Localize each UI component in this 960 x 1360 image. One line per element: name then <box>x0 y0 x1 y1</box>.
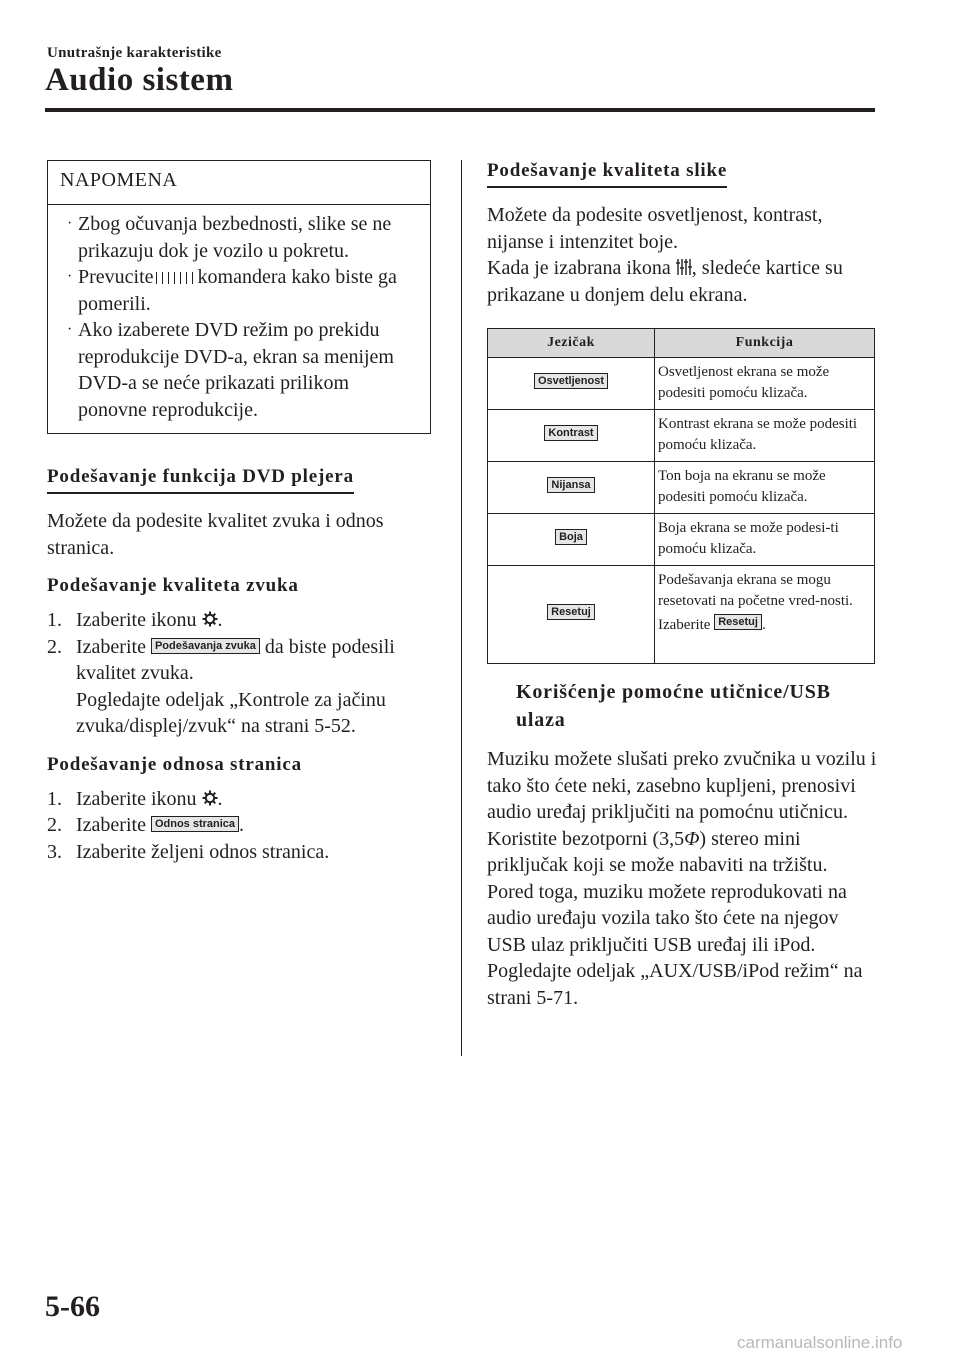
usb-paragraph: Muziku možete slušati preko zvučnika u vozilu i tako što ćete neki, zasebno kupljeni, prenosivi audio uređaj priključiti na pomoćnu utičnicu. <box>487 748 877 823</box>
table-row <box>488 410 875 462</box>
intro-text: Kada je izabrana ikona <box>487 257 671 279</box>
note-body <box>48 205 430 433</box>
usb-paragraph <box>487 826 877 879</box>
note-item-text: Ako izaberete DVD režim po prekidu reprodukcije DVD-a, ekran sa menijem DVD-a se neće prikazati prilikom ponovne reprodukcije. <box>78 319 394 421</box>
note-item-text: komandera kako biste ga pomerili. <box>78 266 397 315</box>
gear-icon <box>202 611 218 627</box>
step-text: . <box>217 787 223 810</box>
table-cell <box>488 566 655 664</box>
diameter-symbol: Φ <box>684 827 700 850</box>
image-adjust-icon <box>676 258 692 276</box>
bullet-icon: · <box>67 268 73 285</box>
page-title: Audio sistem <box>45 62 234 98</box>
note-item-text: Prevucite <box>78 266 154 288</box>
function-text <box>658 614 870 636</box>
gear-icon <box>202 790 218 806</box>
step-number: 1. <box>47 609 62 631</box>
step-number: 1. <box>47 787 62 810</box>
table-row <box>488 358 875 410</box>
reset-tab-button: Resetuj <box>547 604 595 620</box>
steps-list <box>47 786 431 866</box>
sound-settings-button: Podešavanja zvuka <box>151 638 260 654</box>
watermark: carmanualsonline.info <box>737 1333 903 1352</box>
note-box <box>47 160 431 434</box>
reset-button: Resetuj <box>714 614 762 630</box>
function-text-part: . <box>761 617 766 633</box>
subsection-heading: Podešavanje odnosa stranica <box>47 753 302 775</box>
page-number: 5-66 <box>45 1290 100 1323</box>
aspect-ratio-button: Odnos stranica <box>151 816 239 832</box>
right-column <box>487 160 877 1011</box>
step-number: 2. <box>47 635 62 658</box>
table-header-row <box>488 329 875 358</box>
table-cell: Boja ekrana se može podesi-ti pomoću klizača. <box>655 514 875 566</box>
table-row <box>488 514 875 566</box>
table-cell <box>488 358 655 410</box>
step-text: Izaberite <box>76 814 146 836</box>
usb-text: ) stereo mini priključak koji se može nabaviti na tržištu. <box>487 827 828 876</box>
step-text: Izaberite ikonu <box>76 609 197 631</box>
subsection-heading: Korišćenje pomoćne utičnice/USB ulaza <box>516 681 831 731</box>
step-note-text: Pogledajte odeljak „Kontrole za jačinu zvuka/displej/zvuk“ na strani 5-52. <box>76 688 386 737</box>
step-item <box>47 812 431 839</box>
step-text: Izaberite ikonu <box>76 787 197 810</box>
table-row <box>488 462 875 514</box>
usb-paragraph: Pored toga, muziku možete reprodukovati na audio uređaju vozila tako što ćete na njegov USB ulaz priključiti USB uređaj ili iPod. <box>487 880 847 956</box>
brightness-tab-button: Osvetljenost <box>534 373 608 389</box>
table-cell <box>488 462 655 514</box>
note-item-text: Zbog očuvanja bezbednosti, slike se ne prikazuju dok je vozilo u pokretu. <box>78 213 392 262</box>
color-tab-button: Boja <box>555 529 587 545</box>
step-item <box>47 839 431 866</box>
step-text: da biste podesili kvalitet zvuka. <box>76 635 395 684</box>
usb-paragraph: Pogledajte odeljak „AUX/USB/iPod režim“ na strani 5-71. <box>487 960 863 1009</box>
note-title: NAPOMENA <box>48 161 430 205</box>
table-cell: Ton boja na ekranu se može podesiti pomoću klizača. <box>655 462 875 514</box>
table-cell <box>655 566 875 664</box>
step-item <box>47 634 431 687</box>
contrast-tab-button: Kontrast <box>544 425 597 441</box>
dvd-section <box>47 466 431 865</box>
section-intro: Možete da podesite kvalitet zvuka i odnos stranica. <box>47 510 384 559</box>
step-note <box>47 687 431 740</box>
section-intro: Možete da podesite osvetljenost, kontrast, nijanse i intenzitet boje. <box>487 204 823 253</box>
table-cell: Kontrast ekrana se može podesiti pomoću klizača. <box>655 410 875 462</box>
step-text: . <box>239 814 245 836</box>
note-item <box>60 264 418 317</box>
tint-tab-button: Nijansa <box>547 477 594 493</box>
usb-text: Koristite bezotporni (3,5 <box>487 827 685 850</box>
chapter-label: Unutrašnje karakteristike <box>47 45 222 61</box>
step-number: 2. <box>47 814 62 836</box>
step-text: Izaberite željeni odnos stranica. <box>76 840 330 863</box>
function-text-part: Izaberite <box>658 617 711 633</box>
note-item <box>60 317 418 423</box>
tabs-table <box>487 328 875 664</box>
bullet-icon: · <box>67 215 73 232</box>
table-header: Funkcija <box>655 329 875 358</box>
step-number: 3. <box>47 840 62 863</box>
function-text: Podešavanja ekrana se mogu resetovati na početne vred-nosti. <box>658 572 853 609</box>
section-heading: Podešavanje kvaliteta slike <box>487 160 727 188</box>
step-text: Izaberite <box>76 635 146 658</box>
table-cell: Osvetljenost ekrana se može podesiti pomoću klizača. <box>655 358 875 410</box>
column-divider <box>461 160 462 1056</box>
left-column <box>47 160 431 865</box>
step-item <box>47 607 431 634</box>
slider-handle-icon <box>156 272 196 284</box>
step-text: . <box>217 609 223 631</box>
table-header: Jezičak <box>488 329 655 358</box>
subsection-heading: Podešavanje kvaliteta zvuka <box>47 575 299 596</box>
intro-text: , sledeće kartice su prikazane u donjem delu ekrana. <box>487 257 843 306</box>
note-item <box>60 211 418 264</box>
table-cell <box>488 514 655 566</box>
table-row <box>488 566 875 664</box>
step-item <box>47 786 431 813</box>
section-intro <box>487 255 877 308</box>
steps-list <box>47 607 431 740</box>
section-heading: Podešavanje funkcija DVD plejera <box>47 466 354 494</box>
table-cell <box>488 410 655 462</box>
header-divider <box>45 108 875 112</box>
bullet-icon: · <box>67 321 73 338</box>
